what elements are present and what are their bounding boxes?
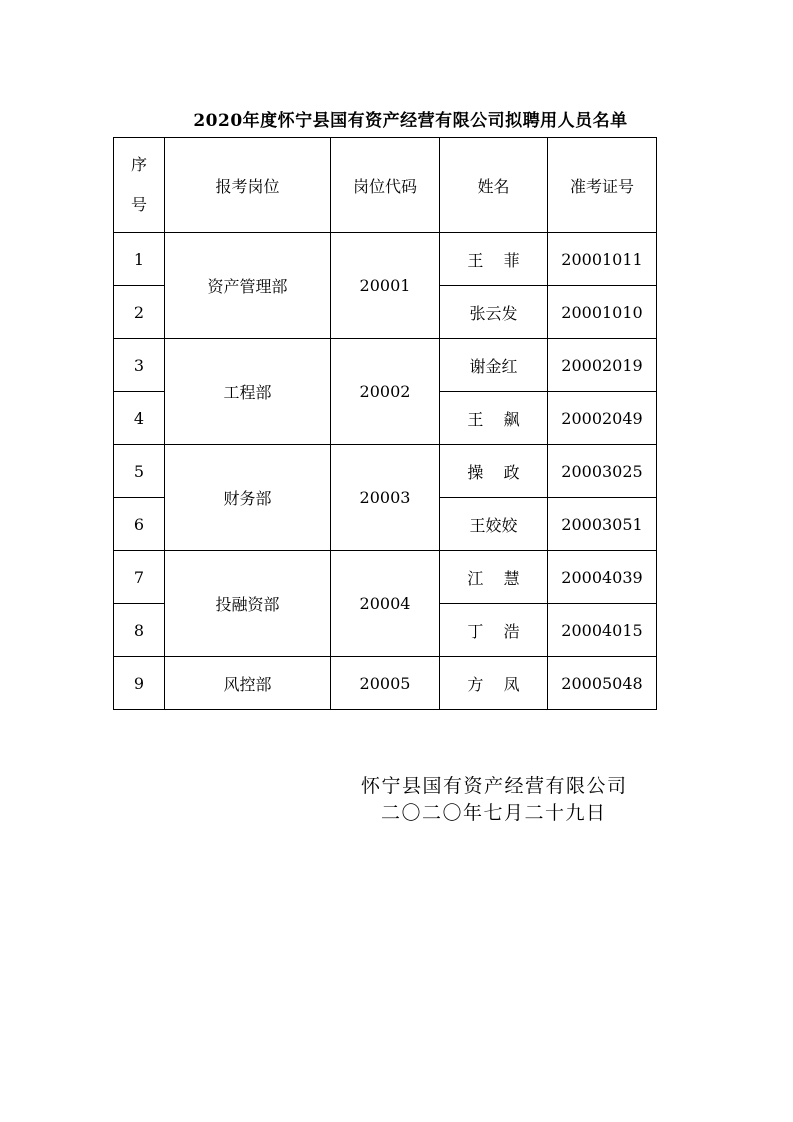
seq-cell: 1 [114,233,165,286]
position-cell: 财务部 [165,445,331,551]
company-name: 怀宁县国有资产经营有限公司 [361,775,628,797]
table-row [114,233,657,286]
seq-cell: 8 [114,604,165,657]
issue-date: 二〇二〇年七月二十九日 [381,802,607,824]
ticket-cell: 20003051 [548,498,657,551]
header-name: 姓名 [440,138,548,233]
ticket-cell: 20002019 [548,339,657,392]
table-row [114,657,657,710]
signature-block [361,773,641,827]
table-row [114,339,657,392]
header-seq-line2: 号 [130,195,147,214]
header-ticket: 准考证号 [548,138,657,233]
ticket-cell: 20003025 [548,445,657,498]
header-position: 报考岗位 [165,138,331,233]
name-cell: 王姣姣 [440,498,548,551]
position-cell: 风控部 [165,657,331,710]
header-seq-line1: 序 [130,155,147,174]
ticket-cell: 20004015 [548,604,657,657]
table-header-row [114,138,657,233]
position-cell: 资产管理部 [165,233,331,339]
ticket-cell: 20001010 [548,286,657,339]
name-cell: 操 政 [440,445,548,498]
ticket-cell: 20002049 [548,392,657,445]
document-title: 2020年度怀宁县国有资产经营有限公司拟聘用人员名单 [193,111,628,131]
ticket-cell: 20005048 [548,657,657,710]
name-cell: 江 慧 [440,551,548,604]
seq-cell: 7 [114,551,165,604]
seq-cell: 6 [114,498,165,551]
name-cell: 方 凤 [440,657,548,710]
code-cell: 20002 [331,339,440,445]
seq-cell: 5 [114,445,165,498]
name-cell: 王 飙 [440,392,548,445]
ticket-cell: 20004039 [548,551,657,604]
seq-cell: 3 [114,339,165,392]
ticket-cell: 20001011 [548,233,657,286]
position-cell: 工程部 [165,339,331,445]
code-cell: 20003 [331,445,440,551]
code-cell: 20004 [331,551,440,657]
seq-cell: 4 [114,392,165,445]
seq-cell: 2 [114,286,165,339]
hiring-table [113,137,657,710]
table-row [114,445,657,498]
code-cell: 20005 [331,657,440,710]
name-cell: 谢金红 [440,339,548,392]
header-seq [114,138,165,233]
name-cell: 张云发 [440,286,548,339]
code-cell: 20001 [331,233,440,339]
name-cell: 王 菲 [440,233,548,286]
position-cell: 投融资部 [165,551,331,657]
seq-cell: 9 [114,657,165,710]
table-row [114,551,657,604]
name-cell: 丁 浩 [440,604,548,657]
header-code: 岗位代码 [331,138,440,233]
